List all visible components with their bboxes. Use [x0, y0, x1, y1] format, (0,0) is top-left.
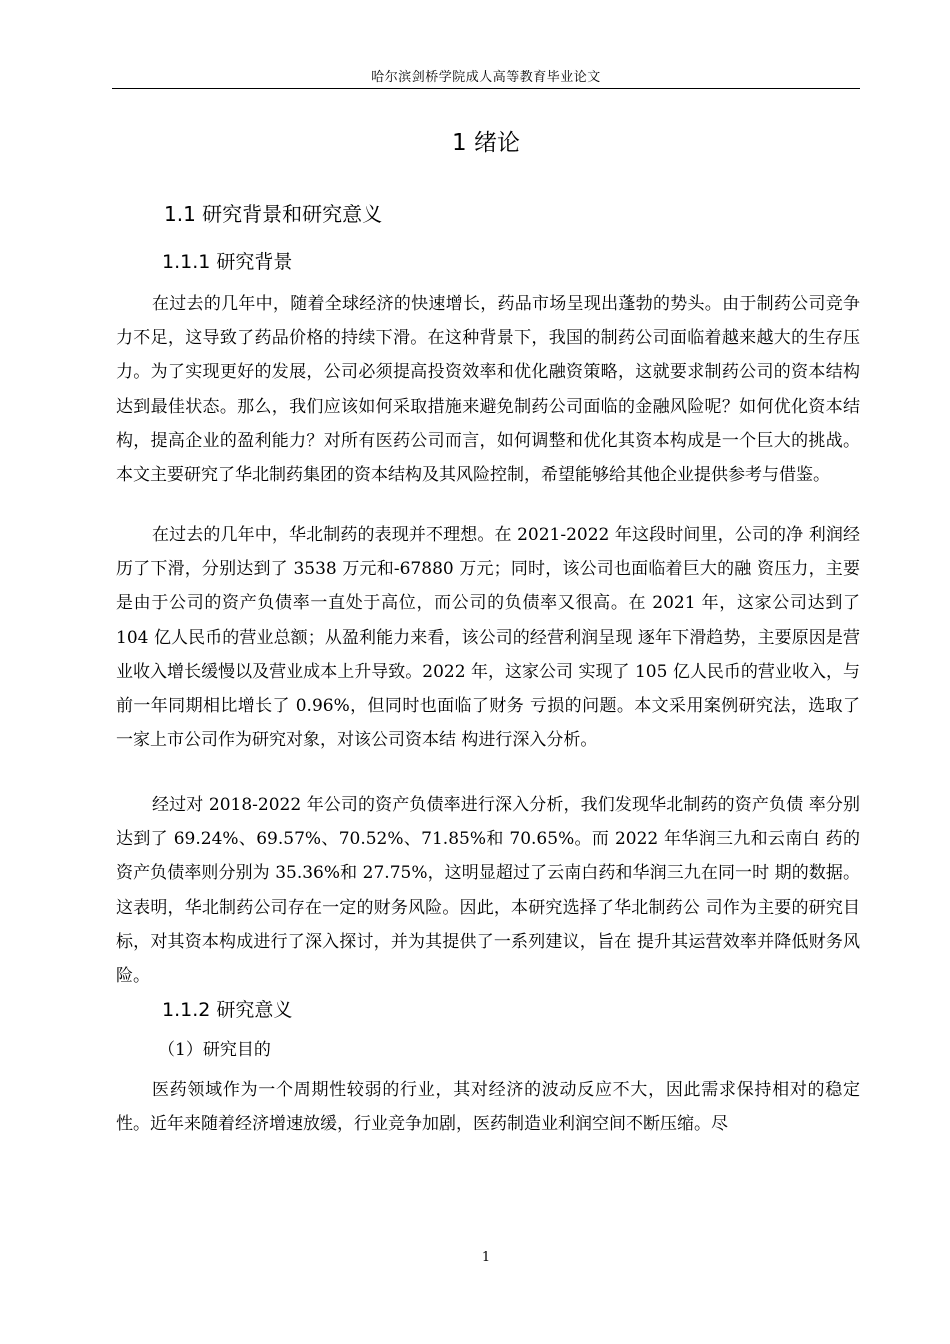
subsection-title-significance: 1.1.2 研究意义: [162, 999, 293, 1021]
subsection-title-background: 1.1.1 研究背景: [162, 251, 293, 273]
body-paragraph: 医药领域作为一个周期性较弱的行业，其对经济的波动反应不大，因此需求保持相对的稳定性。近年来随着经济增速放缓，行业竞争加剧，医药制造业利润空间不断压缩。尽: [116, 1080, 860, 1135]
running-header: 哈尔滨剑桥学院成人高等教育毕业论文: [371, 70, 601, 85]
section-title: 1.1 研究背景和研究意义: [164, 202, 383, 226]
header-divider: [112, 88, 860, 89]
page-number: 1: [481, 1250, 491, 1265]
body-paragraph: 经过对 2018-2022 年公司的资产负债率进行深入分析，我们发现华北制药的资产负债 率分别达到了 69.24%、69.57%、70.52%、71.85%和 70.65%。而 2022 年华润三九和云南白 药的资产负债率则分别为 35.36%和 27.75%，这明显超过了云南白药和华润三九在同一时 期的数据。这表明，华北制药公司存在一定的财务风险。因此，本研究选择了华北制药公 司作为主要的研究目标，对其资本构成进行了深入探讨，并为其提供了一系列建议，旨在 提升其运营效率并降低财务风险。: [116, 795, 860, 987]
body-paragraph: 在过去的几年中，华北制药的表现并不理想。在 2021-2022 年这段时间里，公司的净 利润经历了下滑，分别达到了 3538 万元和-67880 万元；同时，该公司也面临着巨大的融 资压力，主要是由于公司的资产负债率一直处于高位，而公司的负债率又很高。在 2021 年，这家公司达到了 104 亿人民币的营业总额；从盈利能力来看，该公司的经营利润呈现 逐年下滑趋势，主要原因是营业收入增长缓慢以及营业成本上升导致。2022 年，这家公司 实现了 105 亿人民币的营业收入，与前一年同期相比增长了 0.96%，但同时也面临了财务 亏损的问题。本文采用案例研究法，选取了一家上市公司作为研究对象，对该公司资本结 构进行深入分析。: [116, 525, 860, 751]
list-heading-research-purpose: （1）研究目的: [158, 1040, 271, 1060]
body-paragraph: 在过去的几年中，随着全球经济的快速增长，药品市场呈现出蓬勃的势头。由于制药公司竞争力不足，这导致了药品价格的持续下滑。在这种背景下，我国的制药公司面临着越来越大的生存压力。为了实现更好的发展，公司必须提高投资效率和优化融资策略，这就要求制药公司的资本结构达到最佳状态。那么，我们应该如何采取措施来避免制药公司面临的金融风险呢？如何优化资本结构，提高企业的盈利能力？对所有医药公司而言，如何调整和优化其资本构成是一个巨大的挑战。本文主要研究了华北制药集团的资本结构及其风险控制，希望能够给其他企业提供参考与借鉴。: [116, 294, 860, 486]
chapter-title: 1 绪论: [452, 130, 520, 156]
